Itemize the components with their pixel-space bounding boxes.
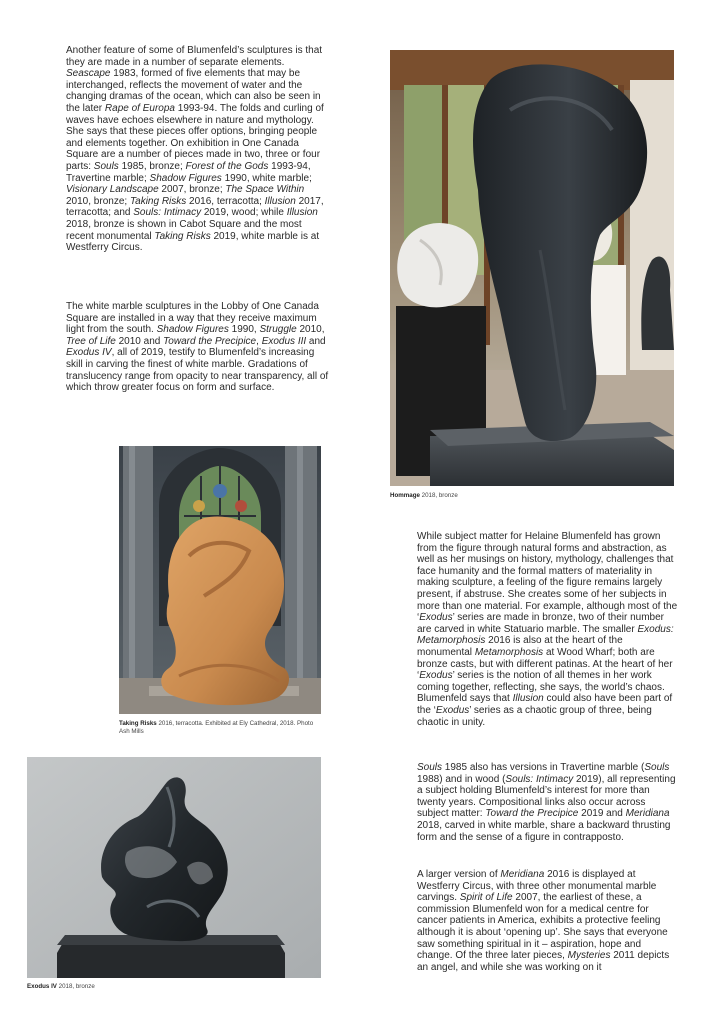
italic-title-run: Taking Risks <box>154 230 211 242</box>
taking-risks-caption-details: 2016, terracotta. Exhibited at Ely Cathedral, 2018. Photo Ash Mills <box>119 720 314 735</box>
text-run: 2019, wood; while <box>201 207 287 219</box>
italic-title-run: Exodus III <box>261 335 307 347</box>
text-run: A larger version of <box>417 869 501 880</box>
text-run: 1985 also has versions in Travertine marble ( <box>442 762 645 773</box>
italic-title-run: Visionary Landscape <box>66 184 159 196</box>
text-run: could also have been part of the ‘ <box>417 693 673 716</box>
exodus-iv-photo <box>27 757 321 978</box>
text-run: 2019 and <box>578 808 626 820</box>
hommage-photo <box>390 50 674 486</box>
text-run: 1990, <box>228 324 260 336</box>
text-run: 2016 is displayed at Westferry Circus, with three other monumental marble carvings. <box>417 869 657 904</box>
left-paragraph-2 <box>66 301 330 394</box>
text-run: 2019), all representing a subject holding Blumenfeld’s interest for more than twenty years. Compositional links also occur across subject matter: <box>417 773 676 820</box>
italic-title-run: Shadow Figures <box>156 324 229 336</box>
exodus-iv-caption <box>27 983 321 991</box>
italic-title-run: Rape of Europa <box>104 102 175 114</box>
hommage-caption-details: 2018, bronze <box>419 492 458 499</box>
italic-title-run: Souls: Intimacy <box>505 773 574 785</box>
italic-title-run: Exodus: Metamorphosis <box>417 623 674 647</box>
italic-title-run: Meridiana <box>500 869 545 880</box>
italic-title-run: Meridiana <box>625 808 670 820</box>
text-run: , <box>256 335 262 347</box>
text-run: ’ series as a chaotic group of three, being chaotic in unity. <box>417 704 652 728</box>
text-run: 2007, the earliest of these, a commission Blumenfeld won for a medical centre for cancer patients in America, exhibits a protective feeling although it is about ‘opening up’. She says that everyone saw something spiritual in it – aspiration, hope and change. Of the three later pieces, <box>417 892 668 962</box>
italic-title-run: Struggle <box>259 324 297 336</box>
exodus-iv-caption-title: Exodus IV <box>27 983 57 990</box>
italic-title-run: Mysteries <box>567 950 611 962</box>
text-run: 2017, terracotta; and <box>66 195 324 219</box>
text-run: 2010, bronze; <box>66 195 130 207</box>
italic-title-run: Metamorphosis <box>474 646 544 658</box>
italic-title-run: Illusion <box>512 693 544 705</box>
italic-title-run: Spirit of Life <box>459 892 513 904</box>
text-run: 2011 depicts an angel, and while she was working on it <box>417 950 670 973</box>
italic-title-run: Exodus IV <box>66 347 112 359</box>
italic-title-run: Exodus <box>419 670 453 682</box>
text-run: and <box>306 335 326 347</box>
text-run: 2018, carved in white marble, share a backward thrusting form and the sense of a figure in contrapposto. <box>417 819 671 843</box>
text-run: ’ series are made in bronze, two of their number are carved in white Statuario marble. The smaller <box>417 612 664 635</box>
hommage-caption <box>390 492 674 500</box>
right-paragraph-1 <box>417 531 679 728</box>
italic-title-run: Exodus <box>435 704 470 716</box>
taking-risks-caption <box>119 720 325 736</box>
text-run: 1993-94. The folds and curling of waves have echoes elsewhere in nature and mythology. She says that these pieces offer options, bringing people and elements together. On exhibition in One Canada Square are a number of pieces made in two, three or four parts: <box>66 102 324 172</box>
hommage-caption-title: Hommage <box>390 492 420 499</box>
italic-title-run: Toward the Precipice <box>485 808 579 820</box>
left-paragraph-1 <box>66 45 330 254</box>
text-run: 2016 is also at the heart of the monumental <box>417 635 623 658</box>
text-run: 2010 and <box>115 335 164 347</box>
italic-title-run: Illusion <box>264 195 296 207</box>
text-run: While subject matter for Helaine Blumenfeld has grown from the figure through natural forms and abstraction, as well as her musings on history, mythology, challenges that face humanity and the formal matters of materiality in making sculpture, a feeling of the figure remains largely present, if abstruse. She creates some of her subjects in more than one material. For example, although most of the ‘ <box>417 531 678 624</box>
italic-title-run: Illusion <box>286 207 318 219</box>
text-run: 1990, white marble; <box>221 172 312 184</box>
text-run: The white marble sculptures in the Lobby of One Canada Square are installed in a way that they receive maximum light from the south. <box>66 301 319 336</box>
italic-title-run: Tree of Life <box>66 335 116 347</box>
right-paragraph-3 <box>417 869 679 973</box>
taking-risks-caption-title: Taking Risks <box>119 720 157 727</box>
italic-title-run: Exodus <box>419 612 453 624</box>
text-run: 1993-94, Travertine marble; <box>66 160 311 184</box>
text-run: 2010, <box>296 324 325 336</box>
italic-title-run: Toward the Precipice <box>163 335 257 347</box>
italic-title-run: The Space Within <box>225 184 305 196</box>
italic-title-run: Shadow Figures <box>149 172 222 184</box>
italic-title-run: Souls: Intimacy <box>133 207 202 219</box>
text-run: 2007, bronze; <box>158 184 226 196</box>
italic-title-run: Souls <box>417 762 443 773</box>
right-paragraph-2 <box>417 762 679 843</box>
text-run: 1985, bronze; <box>118 160 186 172</box>
italic-title-run: Souls <box>644 762 670 773</box>
italic-title-run: Taking Risks <box>129 195 187 207</box>
text-run: 1983, formed of five elements that may be interchanged, reflects the movement of water and the changing dramas of the ocean, which can also be seen in the later <box>66 68 321 114</box>
text-run: 1988) and in wood ( <box>417 773 506 785</box>
italic-title-run: Seascape <box>66 68 111 80</box>
taking-risks-photo <box>119 446 321 714</box>
text-run: 2016, terracotta; <box>186 195 265 207</box>
text-run: , all of 2019, testify to Blumenfeld’s increasing skill in carving the finest of white marble. Gradations of translucency range from opacity to near transparency, all of which throw greater focus on form and surface. <box>66 347 329 394</box>
text-run: 2018, bronze is shown in Cabot Square and the most recent monumental <box>66 218 302 242</box>
italic-title-run: Souls <box>93 160 119 172</box>
text-run: 2019, white marble is at Westferry Circus. <box>66 230 320 254</box>
exodus-iv-caption-details: 2018, bronze <box>56 983 95 990</box>
italic-title-run: Forest of the Gods <box>185 160 269 172</box>
text-run: at Wood Wharf; both are bronze casts, but with different patinas. At the heart of her ‘ <box>417 646 673 682</box>
text-run: ’ series is the notion of all themes in her work coming together, reflecting, she says, the world’s chaos. Blumenfeld says that <box>417 670 665 705</box>
text-run: Another feature of some of Blumenfeld’s sculptures is that they are made in a number of separate elements. <box>66 45 323 68</box>
